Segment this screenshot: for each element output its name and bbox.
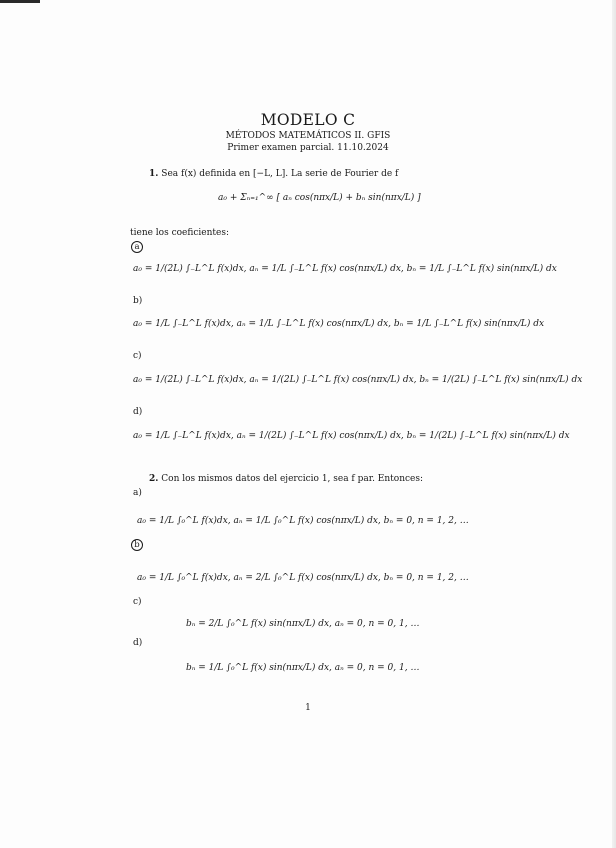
question-2	[149, 474, 423, 484]
question-2-prompt: Con los mismos datos del ejercicio 1, sea f par. Entonces:	[161, 474, 424, 484]
question-1-number: 1.	[149, 169, 159, 179]
q1-option-a-formula: a₀ = 1/(2L) ∫₋L^L f(x)dx, aₙ = 1/L ∫₋L^L f(x) cos(nπx/L) dx, bₙ = 1/L ∫₋L^L f(x) sin(nπx/L) dx	[133, 264, 557, 274]
q2-option-a-label: a)	[133, 488, 142, 498]
q2-option-d-label: d)	[133, 638, 143, 648]
exam-info: Primer examen parcial. 11.10.2024	[227, 143, 389, 153]
q1-option-c-formula: a₀ = 1/(2L) ∫₋L^L f(x)dx, aₙ = 1/(2L) ∫₋L^L f(x) cos(nπx/L) dx, bₙ = 1/(2L) ∫₋L^L f(x) sin(nπx/L) dx	[133, 375, 583, 385]
question-1	[149, 169, 398, 179]
q2-option-b-formula: a₀ = 1/L ∫₀^L f(x)dx, aₙ = 2/L ∫₀^L f(x) cos(nπx/L) dx, bₙ = 0, n = 1, 2, …	[137, 573, 469, 583]
q2-option-d-formula: bₙ = 1/L ∫₀^L f(x) sin(nπx/L) dx, aₙ = 0, n = 0, 1, …	[186, 663, 420, 673]
q1-option-b-formula: a₀ = 1/L ∫₋L^L f(x)dx, aₙ = 1/L ∫₋L^L f(x) cos(nπx/L) dx, bₙ = 1/L ∫₋L^L f(x) sin(nπx/L) dx	[133, 319, 545, 329]
q1-option-b-label: b)	[133, 296, 143, 306]
q1-option-a-label	[131, 241, 143, 253]
page-number: 1	[305, 703, 311, 713]
question-1-prompt: Sea f(x) definida en [−L, L]. La serie de Fourier de f	[161, 169, 399, 179]
q2-option-c-label: c)	[133, 597, 142, 607]
page-title: MODELO C	[260, 111, 356, 129]
coefficients-label: tiene los coeficientes:	[130, 228, 230, 238]
fourier-series-formula: a₀ + Σₙ₌₁^∞ [ aₙ cos(nπx/L) + bₙ sin(nπx/L) ]	[218, 193, 421, 203]
course-name: MÉTODOS MATEMÁTICOS II. GFIS	[225, 131, 391, 141]
q2-option-c-formula: bₙ = 2/L ∫₀^L f(x) sin(nπx/L) dx, aₙ = 0, n = 0, 1, …	[186, 619, 420, 629]
circled-answer-mark: b	[131, 539, 143, 551]
q1-option-d-label: d)	[133, 407, 143, 417]
scan-artifact-mark	[0, 0, 40, 3]
q1-option-d-formula: a₀ = 1/L ∫₋L^L f(x)dx, aₙ = 1/(2L) ∫₋L^L f(x) cos(nπx/L) dx, bₙ = 1/(2L) ∫₋L^L f(x) sin(nπx/L) dx	[133, 431, 570, 441]
q2-option-a-formula: a₀ = 1/L ∫₀^L f(x)dx, aₙ = 1/L ∫₀^L f(x) cos(nπx/L) dx, bₙ = 0, n = 1, 2, …	[137, 516, 469, 526]
question-2-number: 2.	[149, 474, 159, 484]
q2-option-b-label	[131, 539, 143, 551]
circled-answer-mark: a	[131, 241, 143, 253]
q1-option-c-label: c)	[133, 351, 142, 361]
